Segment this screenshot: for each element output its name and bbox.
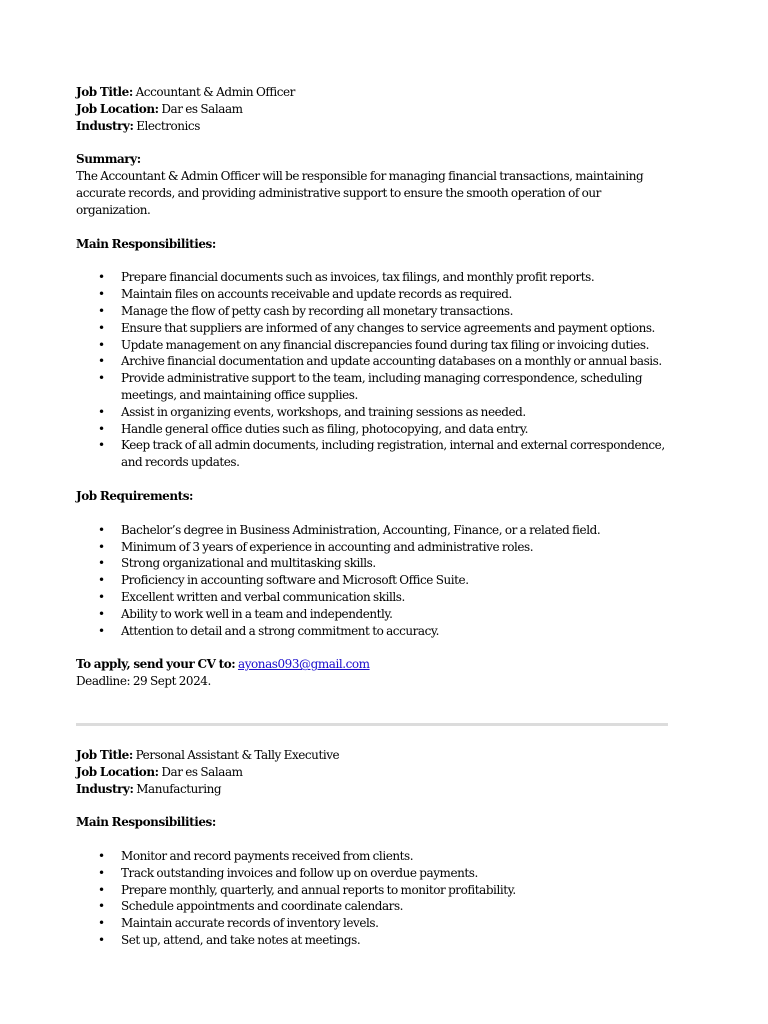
job-title-line	[76, 84, 676, 101]
spacer	[76, 690, 676, 723]
list-item: • Attention to detail and a strong commitment to accuracy.	[76, 623, 676, 640]
list-item: • Ability to work well in a team and independently.	[76, 606, 676, 623]
list-item: • Maintain files on accounts receivable and update records as required.	[76, 286, 676, 303]
requirements-list	[76, 522, 676, 640]
requirements-heading: Job Requirements:	[76, 488, 194, 503]
spacer	[76, 639, 676, 656]
responsibilities-list	[76, 269, 676, 471]
list-item: • Manage the flow of petty cash by recording all monetary transactions.	[76, 303, 676, 320]
industry-label: Industry:	[76, 781, 134, 796]
list-item: • Minimum of 3 years of experience in accounting and administrative roles.	[76, 539, 676, 556]
responsibilities-heading: Main Responsibilities:	[76, 815, 216, 830]
spacer	[76, 797, 676, 814]
list-item: • Archive financial documentation and update accounting databases on a monthly or annual basis.	[76, 353, 676, 370]
spacer	[76, 134, 676, 151]
list-item: • Keep track of all admin documents, including registration, internal and external correspondence, and records updates.	[76, 437, 676, 471]
responsibilities-heading: Main Responsibilities:	[76, 236, 216, 251]
spacer	[76, 252, 676, 269]
job-location-line	[76, 764, 676, 781]
list-item: • Set up, attend, and take notes at meetings.	[76, 932, 676, 949]
industry-label: Industry:	[76, 118, 134, 133]
list-item: • Proficiency in accounting software and Microsoft Office Suite.	[76, 572, 676, 589]
job-posting-1	[76, 84, 676, 690]
document-page	[76, 84, 676, 949]
spacer	[76, 726, 676, 747]
industry-line	[76, 781, 676, 798]
job-title-value: Accountant & Admin Officer	[132, 85, 295, 99]
job-location-line	[76, 101, 676, 118]
spacer	[76, 831, 676, 848]
spacer	[76, 505, 676, 522]
industry-value: Electronics	[133, 118, 200, 133]
job-location-label: Job Location:	[76, 101, 159, 116]
summary-heading: Summary:	[76, 152, 141, 167]
deadline: Deadline: 29 Sept 2024.	[76, 674, 211, 689]
list-item: • Prepare monthly, quarterly, and annual reports to monitor profitability.	[76, 882, 676, 899]
industry-value: Manufacturing	[133, 781, 222, 796]
apply-label: To apply, send your CV to:	[76, 657, 236, 672]
job-location-value: Dar es Salaam	[158, 764, 243, 779]
list-item: • Excellent written and verbal communication skills.	[76, 589, 676, 606]
job-location-value: Dar es Salaam	[158, 101, 243, 116]
list-item: • Monitor and record payments received from clients.	[76, 848, 676, 865]
list-item: • Track outstanding invoices and follow up on overdue payments.	[76, 865, 676, 882]
job-title-value: Personal Assistant & Tally Executive	[132, 747, 340, 762]
spacer	[76, 471, 676, 488]
job-title-label: Job Title:	[76, 85, 133, 99]
spacer	[76, 219, 676, 236]
list-item: • Provide administrative support to the team, including managing correspondence, scheduling meetings, and maintaining office supplies.	[76, 370, 676, 404]
list-item: • Handle general office duties such as filing, photocopying, and data entry.	[76, 421, 676, 438]
apply-line	[76, 656, 676, 673]
apply-email-link[interactable]: ayonas093@gmail.com	[238, 657, 370, 672]
list-item: • Bachelor’s degree in Business Administration, Accounting, Finance, or a related field.	[76, 522, 676, 539]
job-posting-2	[76, 747, 676, 949]
responsibilities-list	[76, 848, 676, 949]
job-title-label: Job Title:	[76, 747, 133, 762]
job-location-label: Job Location:	[76, 764, 159, 779]
list-item: • Ensure that suppliers are informed of any changes to service agreements and payment options.	[76, 320, 676, 337]
list-item: • Prepare financial documents such as invoices, tax filings, and monthly profit reports.	[76, 269, 676, 286]
list-item: • Strong organizational and multitasking skills.	[76, 555, 676, 572]
list-item: • Assist in organizing events, workshops, and training sessions as needed.	[76, 404, 676, 421]
summary-text: The Accountant & Admin Officer will be responsible for managing financial transactions, maintaining accurate records, and providing administrative support to ensure the smooth operation of our organization.	[76, 169, 644, 217]
industry-line	[76, 118, 676, 135]
list-item: • Maintain accurate records of inventory levels.	[76, 915, 676, 932]
job-title-line	[76, 747, 676, 764]
list-item: • Update management on any financial discrepancies found during tax filing or invoicing duties.	[76, 337, 676, 354]
list-item: • Schedule appointments and coordinate calendars.	[76, 898, 676, 915]
